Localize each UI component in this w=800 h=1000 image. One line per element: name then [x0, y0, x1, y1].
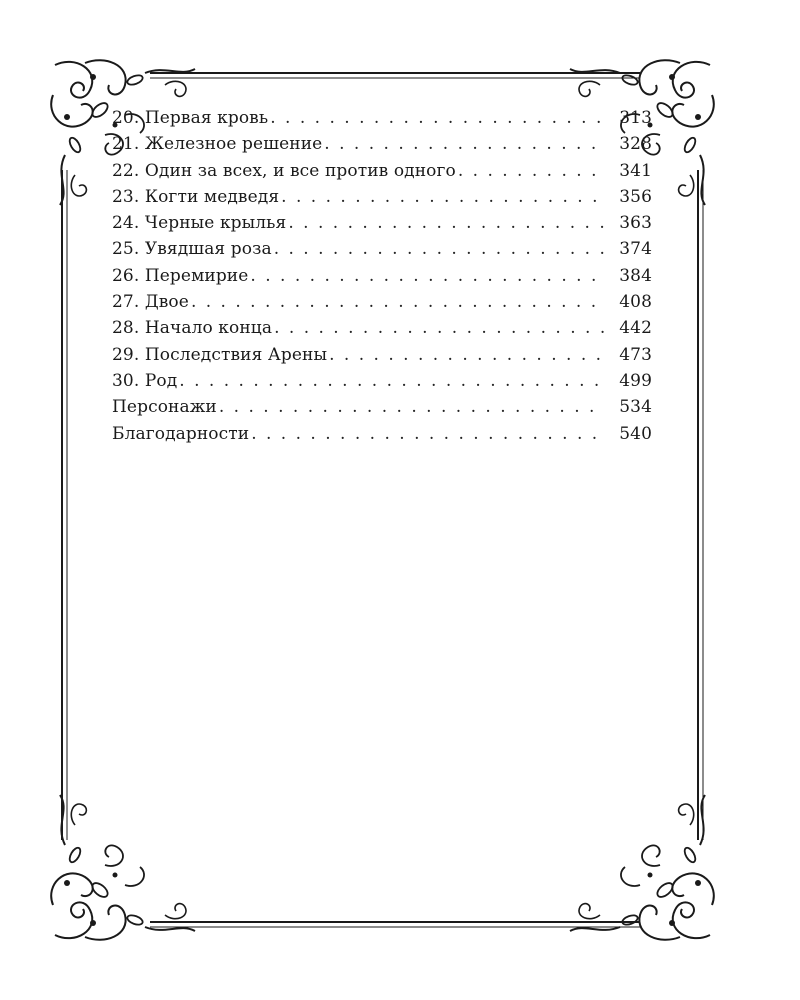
toc-entry — [112, 108, 652, 134]
toc-entry-page: 328 — [619, 134, 652, 155]
toc-leader-dots — [250, 266, 604, 286]
toc-entry-title: 24. Черные крылья — [112, 213, 287, 234]
toc-leader-dots — [458, 161, 604, 181]
toc-entry — [112, 213, 652, 239]
toc-entry — [112, 187, 652, 213]
toc-entry-page: 363 — [619, 213, 652, 234]
toc-entry-page: 384 — [619, 265, 652, 286]
toc-entry — [112, 345, 652, 371]
toc-entry-title: 20. Первая кровь — [112, 108, 269, 128]
toc-entry — [112, 292, 652, 318]
toc-leader-dots — [288, 213, 604, 233]
toc-leader-dots — [191, 292, 604, 312]
toc-entry — [112, 266, 652, 292]
toc-leader-dots — [219, 397, 604, 417]
toc-entry-page: 499 — [619, 370, 652, 391]
toc-entry-page: 374 — [619, 239, 652, 260]
toc-entry-page: 473 — [619, 344, 652, 365]
toc-leader-dots — [179, 371, 604, 391]
table-of-contents — [112, 108, 652, 450]
toc-entry-title: 22. Один за всех, и все против одного — [112, 160, 456, 181]
toc-entry — [112, 397, 652, 423]
toc-entry — [112, 424, 652, 450]
toc-entry-title: 29. Последствия Арены — [112, 344, 328, 365]
toc-leader-dots — [251, 424, 604, 444]
toc-entry — [112, 318, 652, 344]
toc-entry — [112, 239, 652, 265]
toc-entry-title: Благодарности — [112, 423, 250, 444]
toc-entry-title: 30. Род — [112, 370, 178, 391]
toc-entry-page: 534 — [619, 397, 652, 418]
toc-entry-title: 21. Железное решение — [112, 134, 323, 155]
toc-entry-page: 341 — [619, 160, 652, 181]
toc-entry-title: 27. Двое — [112, 292, 189, 313]
toc-entry-page: 442 — [619, 318, 652, 339]
toc-leader-dots — [281, 187, 604, 207]
toc-entry-title: Персонажи — [112, 397, 217, 418]
toc-leader-dots — [324, 134, 604, 154]
toc-entry — [112, 161, 652, 187]
toc-leader-dots — [274, 318, 604, 338]
toc-entry-page: 408 — [619, 292, 652, 313]
toc-leader-dots — [329, 345, 604, 365]
toc-entry-title: 23. Когти медведя — [112, 186, 280, 207]
toc-entry — [112, 371, 652, 397]
toc-entry-title: 28. Начало конца — [112, 318, 273, 339]
toc-entry — [112, 134, 652, 160]
toc-leader-dots — [274, 239, 604, 259]
toc-entry-page: 313 — [619, 108, 652, 128]
toc-entry-page: 540 — [619, 423, 652, 444]
toc-entry-title: 25. Увядшая роза — [112, 239, 272, 260]
toc-entry-page: 356 — [619, 186, 652, 207]
toc-entry-title: 26. Перемирие — [112, 265, 249, 286]
toc-leader-dots — [270, 108, 604, 128]
